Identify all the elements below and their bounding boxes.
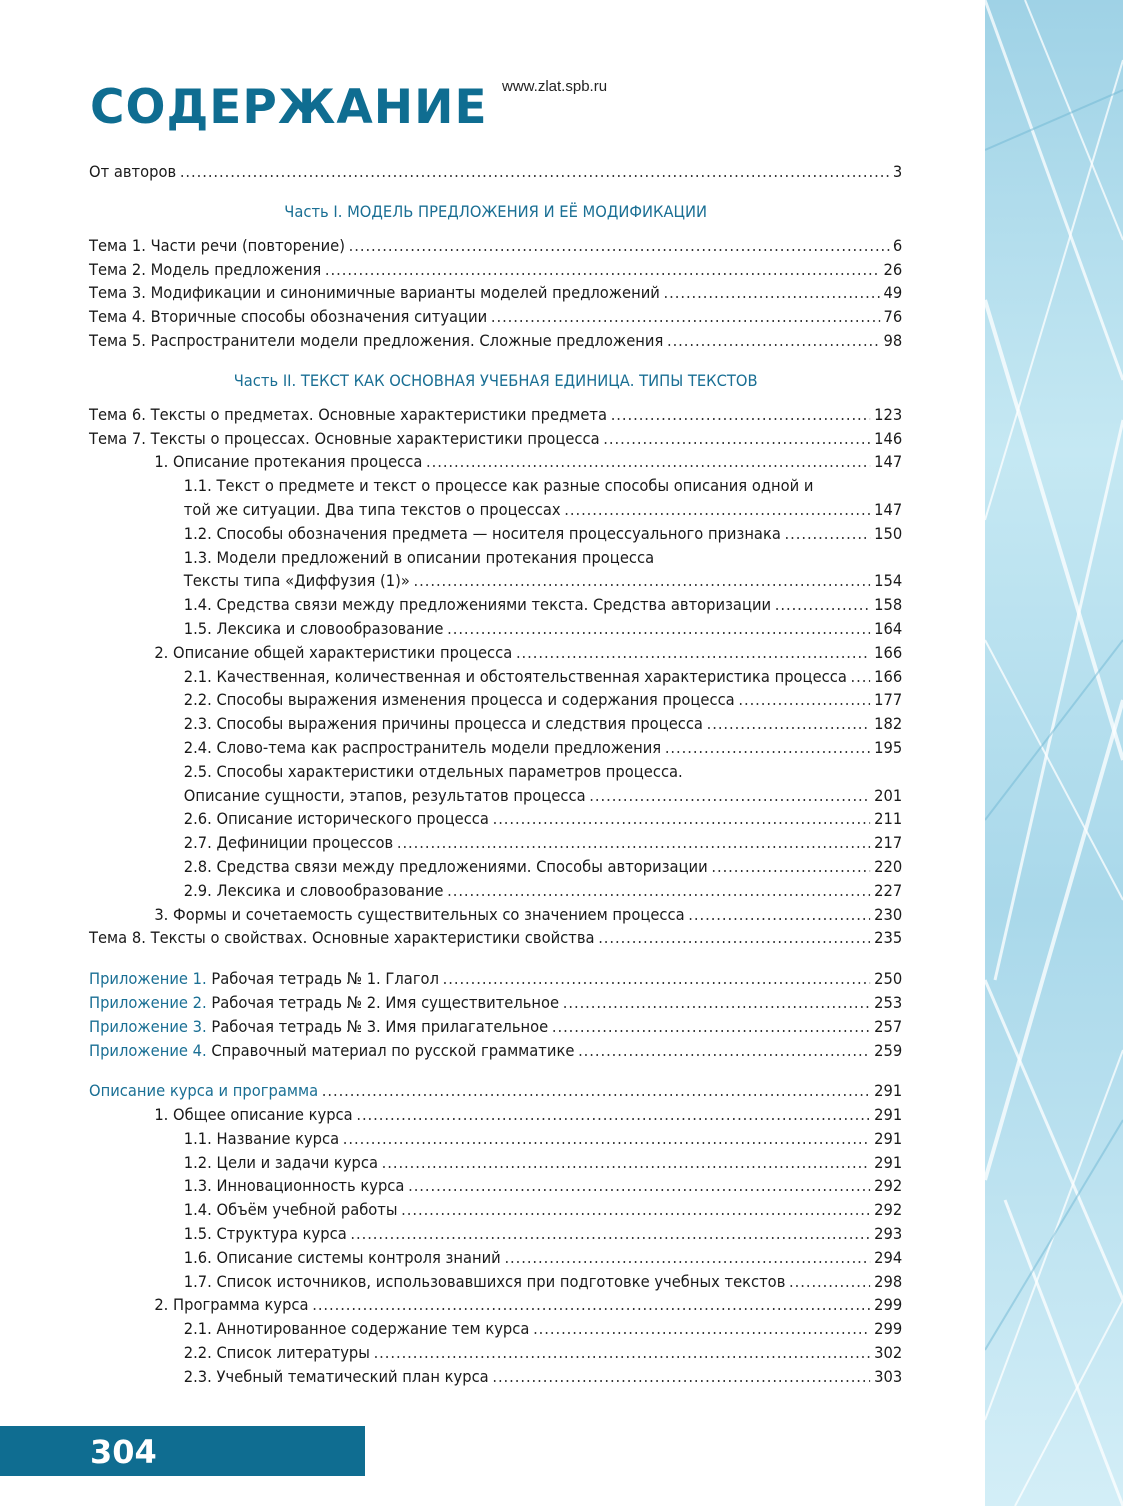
toc-entry[interactable] bbox=[89, 403, 902, 427]
toc-entry-title: 1.2. Способы обозначения предмета — носителя процессуального признака bbox=[183, 523, 781, 543]
toc-entry[interactable] bbox=[89, 1198, 902, 1222]
toc-entry-title: 2. Описание общей характеристики процесса bbox=[154, 642, 513, 662]
toc-entry[interactable] bbox=[89, 1246, 902, 1270]
toc-leader-dots bbox=[325, 258, 880, 282]
toc-entry-page: 250 bbox=[874, 969, 903, 989]
appendix-title: Рабочая тетрадь № 3. Имя прилагательное bbox=[211, 1016, 549, 1036]
page-number-band bbox=[0, 1426, 365, 1476]
site-url: www.zlat.spb.ru bbox=[502, 78, 608, 95]
toc-leader-dots bbox=[707, 712, 871, 736]
toc-entry[interactable] bbox=[89, 831, 902, 855]
toc-entry-intro[interactable] bbox=[89, 160, 902, 184]
toc-entry-title: 1.3. Модели предложений в описании протекания процесса bbox=[183, 547, 655, 567]
toc-entry-title: Тексты типа «Диффузия (1)» bbox=[183, 571, 410, 591]
toc-entry-page: 154 bbox=[874, 571, 903, 591]
toc-entry-page: 303 bbox=[874, 1366, 903, 1386]
toc-leader-dots bbox=[180, 160, 889, 184]
decorative-light-rays bbox=[985, 0, 1123, 1506]
toc-entry-title: 2.7. Дефиниции процессов bbox=[183, 833, 394, 853]
toc-leader-dots bbox=[775, 593, 871, 617]
toc-leader-dots bbox=[533, 1317, 870, 1341]
toc-entry[interactable] bbox=[89, 1151, 902, 1175]
toc-leader-dots bbox=[397, 831, 871, 855]
toc-entry-title: 1.1. Название курса bbox=[183, 1128, 340, 1148]
toc-leader-dots bbox=[350, 1222, 870, 1246]
toc-entry[interactable] bbox=[89, 427, 902, 451]
toc-entry[interactable] bbox=[89, 1365, 902, 1389]
toc-leader-dots bbox=[382, 1151, 871, 1175]
toc-entry-page: 6 bbox=[892, 235, 903, 255]
toc-entry-title bbox=[89, 1015, 548, 1039]
toc-entry-title: Тема 3. Модификации и синонимичные варианты моделей предложений bbox=[89, 283, 660, 303]
toc-leader-dots bbox=[611, 403, 871, 427]
toc-leader-dots bbox=[401, 1198, 870, 1222]
toc-entry-title: 2.2. Список литературы bbox=[183, 1343, 370, 1363]
toc-leader-dots bbox=[851, 665, 871, 689]
toc-leader-dots bbox=[578, 1039, 870, 1063]
toc-leader-dots bbox=[447, 879, 870, 903]
toc-leader-dots bbox=[665, 736, 871, 760]
toc-entry-title: той же ситуации. Два типа текстов о процессах bbox=[183, 499, 561, 519]
toc-entry-title: Тема 1. Части речи (повторение) bbox=[89, 235, 345, 255]
toc-entry[interactable] bbox=[89, 1103, 902, 1127]
toc-leader-dots bbox=[789, 1270, 870, 1294]
appendix-label: Приложение 3. bbox=[89, 1016, 207, 1036]
toc-entry-page: 291 bbox=[874, 1081, 903, 1101]
toc-leader-dots bbox=[564, 498, 870, 522]
toc-entry[interactable] bbox=[89, 593, 902, 617]
toc-entry-title: 1. Описание протекания процесса bbox=[154, 452, 423, 472]
toc-entry[interactable] bbox=[89, 1270, 902, 1294]
page-title: СОДЕРЖАНИЕ bbox=[90, 80, 488, 135]
toc-entry-title: 3. Формы и сочетаемость существительных со значением процесса bbox=[154, 904, 685, 924]
toc-entry[interactable] bbox=[89, 712, 902, 736]
toc-entry[interactable] bbox=[89, 281, 902, 305]
toc-leader-dots bbox=[491, 305, 880, 329]
toc-leader-dots bbox=[447, 617, 870, 641]
toc-entry-page: 164 bbox=[874, 618, 903, 638]
toc-entry-page: 253 bbox=[874, 992, 903, 1012]
toc-entry[interactable] bbox=[89, 736, 902, 760]
toc-entry-continued[interactable] bbox=[89, 546, 902, 570]
toc-entry-page: 257 bbox=[874, 1016, 903, 1036]
toc-entry-page: 147 bbox=[874, 499, 903, 519]
section-gap bbox=[89, 950, 902, 967]
toc-entry-title: 2.6. Описание исторического процесса bbox=[183, 809, 489, 829]
toc-leader-dots bbox=[492, 1365, 870, 1389]
toc-entry-title: Тема 8. Тексты о свойствах. Основные характеристики свойства bbox=[89, 928, 595, 948]
toc-entry[interactable] bbox=[89, 784, 902, 808]
toc-leader-dots bbox=[414, 569, 871, 593]
toc-leader-dots bbox=[343, 1127, 871, 1151]
toc-leader-dots bbox=[493, 807, 871, 831]
toc-entry-page: 201 bbox=[874, 785, 903, 805]
table-of-contents bbox=[89, 160, 902, 1389]
toc-entry-page: 158 bbox=[874, 595, 903, 615]
toc-entry[interactable] bbox=[89, 569, 902, 593]
toc-entry-title bbox=[89, 967, 439, 991]
toc-entry-title: 1.2. Цели и задачи курса bbox=[183, 1152, 378, 1172]
toc-entry[interactable] bbox=[89, 641, 902, 665]
toc-entry[interactable] bbox=[89, 234, 902, 258]
toc-entry[interactable] bbox=[89, 665, 902, 689]
part-2-heading: Часть II. ТЕКСТ КАК ОСНОВНАЯ УЧЕБНАЯ ЕДИНИЦА. ТИПЫ ТЕКСТОВ bbox=[233, 370, 758, 390]
toc-entry-title: 2.3. Учебный тематический план курса bbox=[183, 1366, 489, 1386]
toc-entry[interactable] bbox=[89, 807, 902, 831]
toc-entry-title: 2.8. Средства связи между предложениями. Способы авторизации bbox=[183, 856, 708, 876]
toc-entry-page: 166 bbox=[874, 666, 903, 686]
toc-entry[interactable] bbox=[89, 688, 902, 712]
appendix-title: Рабочая тетрадь № 1. Глагол bbox=[211, 969, 439, 989]
part-1-heading: Часть I. МОДЕЛЬ ПРЕДЛОЖЕНИЯ И ЕЁ МОДИФИКАЦИИ bbox=[284, 201, 708, 221]
toc-entry-page: 292 bbox=[874, 1200, 903, 1220]
toc-leader-dots bbox=[589, 784, 870, 808]
toc-entry-page: 166 bbox=[874, 642, 903, 662]
toc-appendix[interactable] bbox=[89, 1015, 902, 1039]
toc-entry-title: 1.3. Инновационность курса bbox=[183, 1176, 405, 1196]
toc-leader-dots bbox=[688, 903, 870, 927]
toc-leader-dots bbox=[552, 1015, 871, 1039]
toc-entry-title: 1.5. Лексика и словообразование bbox=[183, 618, 444, 638]
toc-entry-title: Тема 7. Тексты о процессах. Основные характеристики процесса bbox=[89, 428, 600, 448]
appendix-label: Приложение 2. bbox=[89, 992, 207, 1012]
toc-leader-dots bbox=[408, 1174, 870, 1198]
toc-entry[interactable] bbox=[89, 1341, 902, 1365]
toc-leader-dots bbox=[785, 522, 871, 546]
toc-entry-page: 211 bbox=[874, 809, 903, 829]
toc-entry-page: 146 bbox=[874, 428, 903, 448]
toc-entry[interactable] bbox=[89, 305, 902, 329]
toc-entry-page: 299 bbox=[874, 1295, 903, 1315]
toc-entry-title: Тема 2. Модель предложения bbox=[89, 259, 322, 279]
toc-leader-dots bbox=[312, 1293, 870, 1317]
toc-leader-dots bbox=[504, 1246, 870, 1270]
toc-entry-page: 147 bbox=[874, 452, 903, 472]
toc-entry[interactable] bbox=[89, 1127, 902, 1151]
toc-entry[interactable] bbox=[89, 903, 902, 927]
toc-entry[interactable] bbox=[89, 855, 902, 879]
toc-entry-page: 293 bbox=[874, 1224, 903, 1244]
toc-leader-dots bbox=[443, 967, 871, 991]
appendix-title: Справочный материал по русской грамматике bbox=[211, 1040, 575, 1060]
toc-entry-page: 227 bbox=[874, 880, 903, 900]
toc-course-heading[interactable] bbox=[89, 1079, 902, 1103]
toc-leader-dots bbox=[322, 1079, 871, 1103]
toc-entry-title: 2.5. Способы характеристики отдельных параметров процесса. bbox=[183, 761, 683, 781]
toc-entry-page: 220 bbox=[874, 856, 903, 876]
toc-entry-title: 2. Программа курса bbox=[154, 1295, 309, 1315]
toc-entry-page: 292 bbox=[874, 1176, 903, 1196]
toc-entry[interactable] bbox=[89, 450, 902, 474]
toc-appendix[interactable] bbox=[89, 991, 902, 1015]
toc-entry-page: 98 bbox=[883, 330, 903, 350]
toc-entry-title: 2.2. Способы выражения изменения процесса и содержания процесса bbox=[183, 690, 735, 710]
toc-entry[interactable] bbox=[89, 522, 902, 546]
toc-entry[interactable] bbox=[89, 258, 902, 282]
toc-leader-dots bbox=[603, 427, 870, 451]
toc-entry-title bbox=[89, 1039, 574, 1063]
section-gap bbox=[89, 1062, 902, 1079]
toc-entry-page: 182 bbox=[874, 714, 903, 734]
toc-leader-dots bbox=[598, 926, 870, 950]
toc-entry-title: 1.4. Средства связи между предложениями текста. Средства авторизации bbox=[183, 595, 772, 615]
toc-entry-page: 123 bbox=[874, 404, 903, 424]
toc-entry-page: 49 bbox=[883, 283, 903, 303]
toc-entry[interactable] bbox=[89, 498, 902, 522]
toc-entry-title: 1. Общее описание курса bbox=[154, 1105, 353, 1125]
appendix-label: Приложение 1. bbox=[89, 969, 207, 989]
toc-entry-page: 3 bbox=[892, 162, 903, 181]
toc-entry-title: 2.1. Качественная, количественная и обстоятельственная характеристика процесса bbox=[183, 666, 847, 686]
toc-entry-page: 302 bbox=[874, 1343, 903, 1363]
toc-entry-continued[interactable] bbox=[89, 474, 902, 498]
toc-entry[interactable] bbox=[89, 879, 902, 903]
toc-entry-page: 195 bbox=[874, 737, 903, 757]
toc-entry[interactable] bbox=[89, 1317, 902, 1341]
appendix-title: Рабочая тетрадь № 2. Имя существительное bbox=[211, 992, 560, 1012]
toc-leader-dots bbox=[356, 1103, 870, 1127]
toc-entry[interactable] bbox=[89, 1222, 902, 1246]
toc-entry-title: Описание сущности, этапов, результатов процесса bbox=[183, 785, 586, 805]
toc-appendix[interactable] bbox=[89, 1039, 902, 1063]
toc-entry-page: 259 bbox=[874, 1040, 903, 1060]
toc-entry-title: 1.5. Структура курса bbox=[183, 1224, 347, 1244]
toc-leader-dots bbox=[667, 329, 880, 353]
toc-entry-title: 1.4. Объём учебной работы bbox=[183, 1200, 398, 1220]
toc-entry-title: От авторов bbox=[89, 162, 177, 181]
toc-entry-title: 2.4. Слово-тема как распространитель модели предложения bbox=[183, 737, 662, 757]
toc-entry-page: 235 bbox=[874, 928, 903, 948]
toc-leader-dots bbox=[426, 450, 870, 474]
toc-leader-dots bbox=[563, 991, 871, 1015]
toc-leader-dots bbox=[664, 281, 880, 305]
toc-entry-page: 291 bbox=[874, 1128, 903, 1148]
toc-entry[interactable] bbox=[89, 1174, 902, 1198]
toc-entry-page: 291 bbox=[874, 1105, 903, 1125]
toc-entry-title: Тема 6. Тексты о предметах. Основные характеристики предмета bbox=[89, 404, 608, 424]
toc-entry-page: 26 bbox=[883, 259, 903, 279]
toc-entry-page: 230 bbox=[874, 904, 903, 924]
toc-entry[interactable] bbox=[89, 329, 902, 353]
toc-entry-title bbox=[89, 991, 559, 1015]
toc-entry-page: 294 bbox=[874, 1247, 903, 1267]
toc-entry-continued[interactable] bbox=[89, 760, 902, 784]
toc-entry-page: 298 bbox=[874, 1271, 903, 1291]
toc-entry-title: Тема 4. Вторичные способы обозначения ситуации bbox=[89, 307, 488, 327]
toc-entry[interactable] bbox=[89, 926, 902, 950]
toc-entry-page: 217 bbox=[874, 833, 903, 853]
toc-entry-page: 76 bbox=[883, 307, 903, 327]
toc-entry-title: 1.7. Список источников, использовавшихся при подготовке учебных текстов bbox=[183, 1271, 786, 1291]
toc-entry-title: 2.9. Лексика и словообразование bbox=[183, 880, 444, 900]
appendix-label: Приложение 4. bbox=[89, 1040, 207, 1060]
toc-entry-title: 1.6. Описание системы контроля знаний bbox=[183, 1247, 501, 1267]
toc-leader-dots bbox=[349, 234, 890, 258]
toc-appendix[interactable] bbox=[89, 967, 902, 991]
page-number: 304 bbox=[90, 1433, 157, 1471]
toc-leader-dots bbox=[374, 1341, 871, 1365]
light-rays-graphic bbox=[985, 0, 1123, 1506]
toc-entry-page: 299 bbox=[874, 1319, 903, 1339]
toc-entry[interactable] bbox=[89, 1293, 902, 1317]
toc-entry-title: Тема 5. Распространители модели предложения. Сложные предложения bbox=[89, 330, 664, 350]
toc-entry-page: 150 bbox=[874, 523, 903, 543]
toc-leader-dots bbox=[516, 641, 871, 665]
toc-leader-dots bbox=[738, 688, 870, 712]
course-heading: Описание курса и программа bbox=[89, 1081, 319, 1101]
toc-leader-dots bbox=[711, 855, 870, 879]
toc-entry-title: 2.1. Аннотированное содержание тем курса bbox=[183, 1319, 530, 1339]
toc-entry-page: 291 bbox=[874, 1152, 903, 1172]
toc-entry-title: 1.1. Текст о предмете и текст о процессе как разные способы описания одной и bbox=[183, 476, 814, 496]
toc-entry-page: 177 bbox=[874, 690, 903, 710]
toc-entry[interactable] bbox=[89, 617, 902, 641]
toc-entry-title: 2.3. Способы выражения причины процесса и следствия процесса bbox=[183, 714, 703, 734]
